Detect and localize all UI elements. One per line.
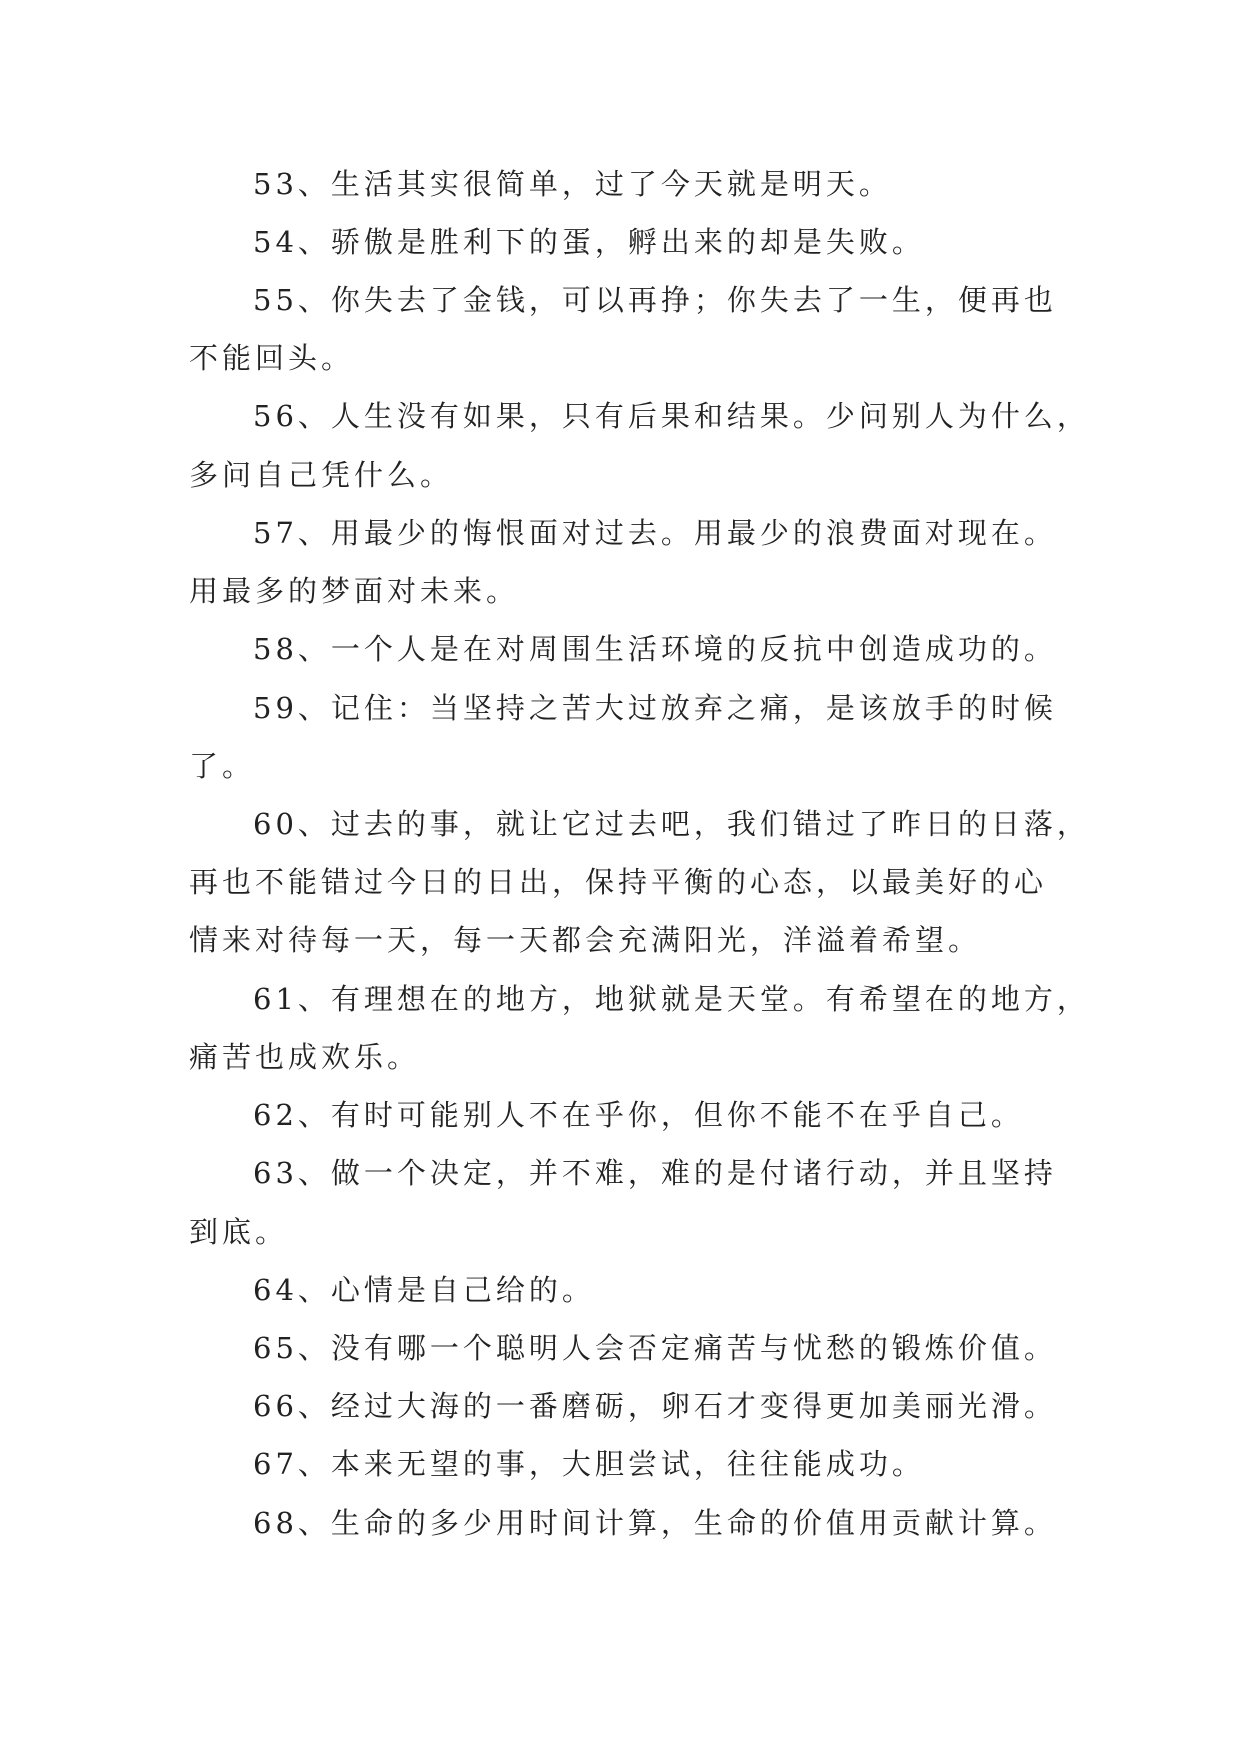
- text-line: 不能回头。: [189, 341, 355, 375]
- text-line: 66、经过大海的一番磨砺，卵石才变得更加美丽光滑。: [253, 1389, 1057, 1423]
- text-line: 63、做一个决定，并不难，难的是付诸行动，并且坚持: [253, 1156, 1057, 1190]
- text-line: 了。: [189, 749, 256, 783]
- text-line: 61、有理想在的地方，地狱就是天堂。有希望在的地方，: [253, 982, 1090, 1016]
- text-line: 再也不能错过今日的日出，保持平衡的心态，以最美好的心: [189, 865, 1048, 899]
- text-line: 67、本来无望的事，大胆尝试，往往能成功。: [253, 1447, 925, 1481]
- text-line: 57、用最少的悔恨面对过去。用最少的浪费面对现在。: [253, 516, 1057, 550]
- text-line: 情来对待每一天，每一天都会充满阳光，洋溢着希望。: [189, 923, 982, 957]
- text-line: 64、心情是自己给的。: [253, 1273, 595, 1307]
- text-line: 65、没有哪一个聪明人会否定痛苦与忧愁的锻炼价值。: [253, 1331, 1057, 1365]
- text-line: 60、过去的事，就让它过去吧，我们错过了昨日的日落，: [253, 807, 1090, 841]
- text-line: 54、骄傲是胜利下的蛋，孵出来的却是失败。: [253, 225, 925, 259]
- text-line: 到底。: [189, 1215, 289, 1249]
- text-line: 痛苦也成欢乐。: [189, 1040, 421, 1074]
- text-line: 59、记住：当坚持之苦大过放弃之痛，是该放手的时候: [253, 691, 1057, 725]
- text-line: 58、一个人是在对周围生活环境的反抗中创造成功的。: [253, 632, 1057, 666]
- text-line: 68、生命的多少用时间计算，生命的价值用贡献计算。: [253, 1506, 1057, 1540]
- text-line: 56、人生没有如果，只有后果和结果。少问别人为什么，: [253, 399, 1090, 433]
- text-line: 62、有时可能别人不在乎你，但你不能不在乎自己。: [253, 1098, 1024, 1132]
- text-line: 55、你失去了金钱，可以再挣；你失去了一生，便再也: [253, 283, 1057, 317]
- text-line: 多问自己凭什么。: [189, 458, 454, 492]
- text-line: 用最多的梦面对未来。: [189, 574, 520, 608]
- text-line: 53、生活其实很简单，过了今天就是明天。: [253, 167, 892, 201]
